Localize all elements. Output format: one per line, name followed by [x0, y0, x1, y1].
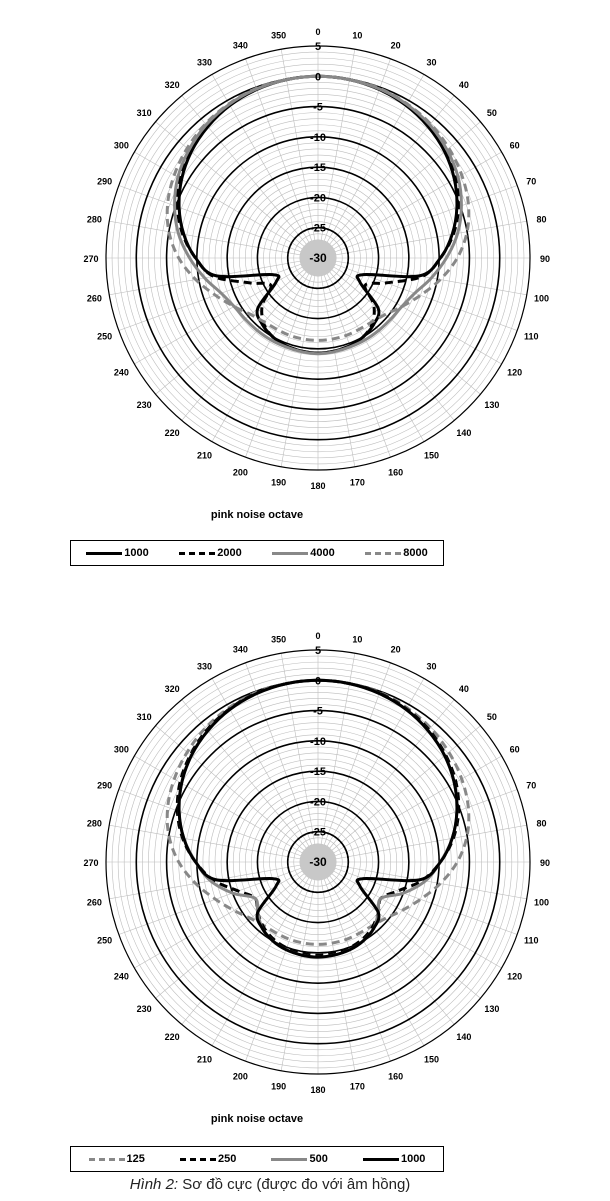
- radial-tick-label: -15: [310, 766, 326, 779]
- legend-item-4000: [272, 547, 334, 559]
- angle-tick-label: 220: [164, 1031, 180, 1042]
- legend-item-500: [271, 1153, 327, 1165]
- legend-label: 1000: [124, 547, 149, 559]
- radial-tick-label: -20: [310, 796, 326, 809]
- angle-tick-label: 230: [136, 1003, 152, 1014]
- legend-item-250: [180, 1153, 236, 1165]
- angle-tick-label: 180: [310, 481, 326, 491]
- legend-label: 500: [309, 1153, 328, 1165]
- angle-tick-label: 330: [196, 661, 213, 672]
- legend-swatch: [272, 552, 308, 555]
- angle-tick-label: 130: [484, 399, 500, 410]
- angle-tick-label: 220: [164, 427, 180, 438]
- angle-tick-label: 350: [271, 30, 287, 41]
- radial-tick-label: 5: [314, 41, 322, 53]
- polar-chart-1: [0, 0, 610, 540]
- angle-tick-label: 90: [539, 858, 551, 868]
- angle-tick-label: 120: [507, 971, 523, 982]
- angle-tick-label: 10: [352, 30, 363, 41]
- angle-tick-label: 190: [271, 1081, 287, 1092]
- angle-tick-label: 70: [526, 780, 537, 791]
- angle-tick-label: 50: [486, 712, 497, 723]
- angle-tick-label: 250: [97, 935, 113, 946]
- legend-label: 2000: [217, 547, 242, 559]
- angle-tick-label: 190: [271, 477, 287, 488]
- angle-tick-label: 180: [310, 1085, 326, 1095]
- angle-tick-label: 290: [97, 780, 113, 791]
- angle-tick-label: 160: [388, 467, 404, 478]
- angle-tick-label: 250: [97, 331, 113, 342]
- legend-item-1000: [86, 547, 148, 559]
- angle-tick-label: 60: [509, 744, 520, 755]
- angle-tick-label: 280: [86, 214, 102, 225]
- polar-chart-2: [0, 604, 610, 1144]
- angle-tick-label: 260: [86, 293, 102, 304]
- radial-tick-label: -5: [313, 101, 323, 114]
- radial-tick-label: 0: [314, 675, 322, 688]
- legend-chart-2: [70, 1146, 444, 1172]
- legend-label: 250: [218, 1153, 237, 1165]
- angle-tick-label: 330: [196, 57, 213, 68]
- angle-tick-label: 210: [196, 1054, 213, 1065]
- legend-swatch: [86, 552, 122, 555]
- legend-item-8000: [365, 547, 427, 559]
- angle-tick-label: 90: [539, 254, 551, 264]
- legend-label: 125: [126, 1153, 145, 1165]
- angle-tick-label: 230: [136, 399, 152, 410]
- angle-tick-label: 80: [536, 818, 547, 829]
- angle-tick-label: 240: [113, 367, 129, 378]
- legend-swatch: [180, 1158, 216, 1161]
- radial-tick-label: -20: [310, 192, 326, 205]
- legend-label: 8000: [403, 547, 428, 559]
- angle-tick-label: 70: [526, 176, 537, 187]
- radial-tick-label: -30: [309, 855, 327, 869]
- radial-tick-label: -10: [310, 131, 326, 144]
- angle-tick-label: 30: [426, 661, 437, 672]
- angle-tick-label: 310: [136, 108, 152, 119]
- legend-item-2000: [179, 547, 241, 559]
- figure-caption: [0, 1176, 540, 1193]
- legend-swatch: [363, 1158, 399, 1161]
- angle-tick-label: 200: [232, 1071, 248, 1082]
- angle-tick-label: 150: [423, 1054, 440, 1065]
- chart-title: pink noise octave: [210, 1113, 304, 1125]
- angle-tick-label: 50: [486, 108, 497, 119]
- angle-tick-label: 280: [86, 818, 102, 829]
- angle-tick-label: 200: [232, 467, 248, 478]
- radial-tick-label: -25: [310, 826, 326, 839]
- angle-tick-label: 300: [113, 744, 129, 755]
- angle-tick-label: 150: [423, 450, 440, 461]
- legend-swatch: [89, 1158, 125, 1161]
- legend-label: 4000: [310, 547, 335, 559]
- angle-tick-label: 0: [315, 631, 321, 641]
- angle-tick-label: 290: [97, 176, 113, 187]
- legend-item-125: [89, 1153, 145, 1165]
- angle-tick-label: 0: [315, 27, 321, 37]
- legend-swatch: [271, 1158, 307, 1161]
- angle-tick-label: 130: [484, 1003, 500, 1014]
- caption-label: Hình 2:: [129, 1176, 179, 1193]
- radial-tick-label: -5: [313, 705, 323, 718]
- legend-chart-1: [70, 540, 444, 566]
- angle-tick-label: 20: [390, 644, 401, 655]
- angle-tick-label: 100: [534, 897, 550, 908]
- angle-tick-label: 100: [534, 293, 550, 304]
- radial-tick-label: -25: [310, 222, 326, 235]
- angle-tick-label: 140: [456, 1031, 472, 1042]
- caption-text: Sơ đồ cực (được đo với âm hồng): [182, 1176, 411, 1193]
- legend-item-1000: [363, 1153, 425, 1165]
- angle-tick-label: 340: [232, 644, 248, 655]
- angle-tick-label: 10: [352, 634, 363, 645]
- radial-tick-label: -30: [309, 251, 327, 265]
- angle-tick-label: 140: [456, 427, 472, 438]
- legend-swatch: [365, 552, 401, 555]
- angle-tick-label: 40: [458, 684, 469, 695]
- angle-tick-label: 270: [83, 254, 99, 264]
- angle-tick-label: 20: [390, 40, 401, 51]
- angle-tick-label: 110: [524, 331, 539, 342]
- angle-tick-label: 30: [426, 57, 437, 68]
- radial-tick-label: 0: [314, 71, 322, 84]
- angle-tick-label: 60: [509, 140, 520, 151]
- radial-tick-label: -10: [310, 735, 326, 748]
- angle-tick-label: 320: [164, 684, 180, 695]
- angle-tick-label: 260: [86, 897, 102, 908]
- angle-tick-label: 40: [458, 80, 469, 91]
- angle-tick-label: 300: [113, 140, 129, 151]
- angle-tick-label: 270: [83, 858, 99, 868]
- angle-tick-label: 120: [507, 367, 523, 378]
- angle-tick-label: 320: [164, 80, 180, 91]
- legend-label: 1000: [400, 1153, 426, 1165]
- angle-tick-label: 170: [349, 477, 365, 488]
- radial-tick-label: 5: [314, 645, 322, 657]
- chart-title: pink noise octave: [210, 509, 304, 521]
- radial-tick-label: -15: [310, 162, 326, 175]
- legend-swatch: [179, 552, 215, 555]
- angle-tick-label: 110: [524, 935, 539, 946]
- angle-tick-label: 210: [196, 450, 213, 461]
- angle-tick-label: 80: [536, 214, 547, 225]
- angle-tick-label: 240: [113, 971, 129, 982]
- angle-tick-label: 160: [388, 1071, 404, 1082]
- angle-tick-label: 170: [349, 1081, 365, 1092]
- angle-tick-label: 310: [136, 712, 152, 723]
- angle-tick-label: 340: [232, 40, 248, 51]
- angle-tick-label: 350: [271, 634, 287, 645]
